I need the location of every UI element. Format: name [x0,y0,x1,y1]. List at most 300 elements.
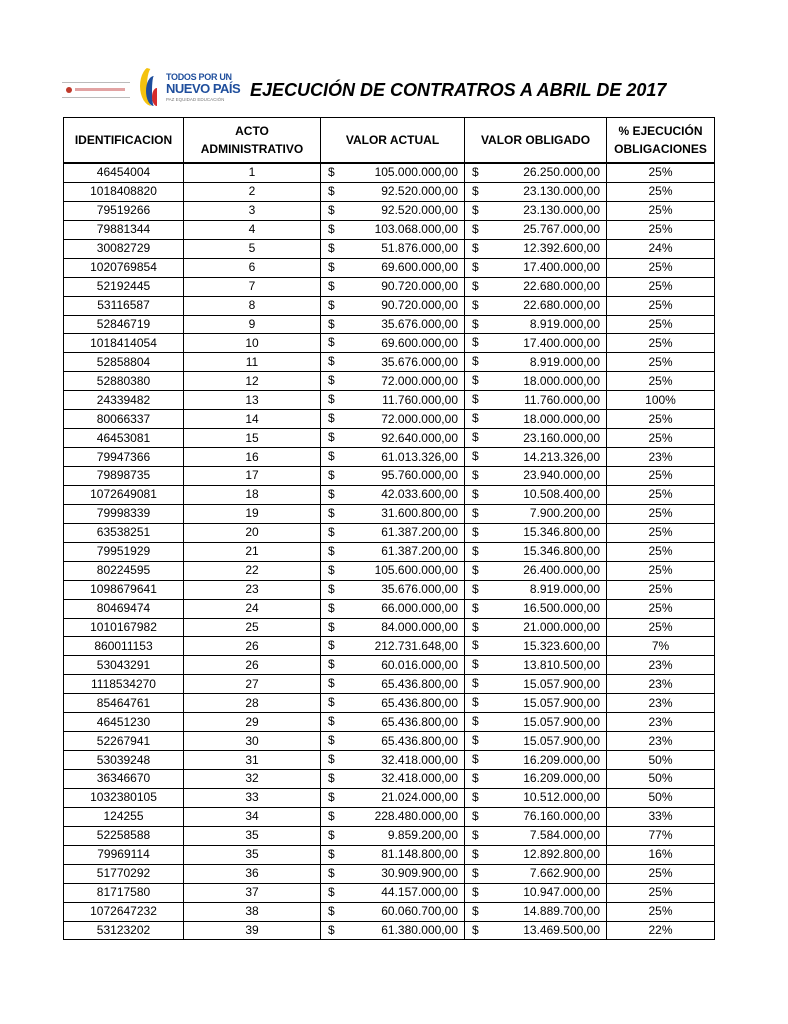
cell-valor-obligado [465,637,607,656]
valor-obligado-amount: 10.508.400,00 [523,487,600,502]
currency-symbol: $ [472,316,479,331]
cell-ejecucion: 25% [607,864,715,883]
table-row [64,504,715,523]
currency-symbol: $ [328,676,335,691]
cell-valor-actual [321,239,465,258]
currency-symbol: $ [328,619,335,634]
cell-valor-actual [321,713,465,732]
cell-acto-administrativo: 9 [184,315,321,334]
table-row [64,788,715,807]
cell-valor-obligado [465,883,607,902]
cell-valor-actual [321,826,465,845]
valor-obligado-amount: 23.130.000,00 [523,184,600,199]
currency-symbol: $ [472,903,479,918]
valor-obligado-amount: 22.680.000,00 [523,298,600,313]
currency-symbol: $ [328,771,335,785]
valor-actual-amount: 92.520.000,00 [381,203,458,218]
cell-ejecucion: 25% [607,315,715,334]
cell-ejecucion: 25% [607,618,715,637]
valor-obligado-amount: 16.209.000,00 [523,771,600,786]
currency-symbol: $ [328,714,335,729]
cell-acto-administrativo: 26 [184,656,321,675]
cell-valor-actual [321,864,465,883]
valor-actual-amount: 66.000.000,00 [381,601,458,616]
cell-valor-actual [321,163,465,182]
cell-ejecucion: 25% [607,902,715,921]
currency-symbol: $ [472,714,479,729]
cell-identificacion: 53123202 [64,921,184,940]
currency-symbol: $ [328,827,335,842]
cell-ejecucion: 25% [607,201,715,220]
valor-obligado-amount: 15.346.800,00 [523,525,600,540]
table-row [64,694,715,713]
cell-valor-actual [321,807,465,826]
cell-acto-administrativo: 25 [184,618,321,637]
valor-obligado-amount: 7.584.000,00 [529,828,600,843]
cell-ejecucion: 16% [607,845,715,864]
cell-valor-obligado [465,220,607,239]
table-row [64,296,715,315]
ministry-logo [62,82,130,98]
valor-actual-amount: 61.380.000,00 [381,922,458,937]
cell-acto-administrativo: 35 [184,845,321,864]
valor-actual-amount: 84.000.000,00 [381,619,458,634]
cell-identificacion: 79881344 [64,220,184,239]
valor-actual-amount: 61.387.200,00 [381,544,458,559]
cell-identificacion: 52267941 [64,732,184,751]
cell-valor-obligado [465,239,607,258]
valor-actual-amount: 11.760.000,00 [382,392,458,407]
header-ejecucion-obligaciones: % EJECUCIÓN OBLIGACIONES [607,118,715,164]
table-row [64,182,715,201]
cell-ejecucion: 25% [607,561,715,580]
cell-identificacion: 52858804 [64,353,184,372]
cell-acto-administrativo: 35 [184,826,321,845]
header-valor-actual: VALOR ACTUAL [321,118,465,164]
cell-acto-administrativo: 3 [184,201,321,220]
valor-actual-amount: 212.731.648,00 [374,638,458,653]
cell-valor-obligado [465,864,607,883]
valor-obligado-amount: 15.346.800,00 [523,544,600,559]
cell-valor-actual [321,656,465,675]
cell-acto-administrativo: 19 [184,504,321,523]
currency-symbol: $ [472,543,479,558]
cell-valor-obligado [465,467,607,486]
cell-ejecucion: 25% [607,410,715,429]
cell-valor-actual [321,694,465,713]
cell-acto-administrativo: 23 [184,580,321,599]
cell-valor-actual [321,296,465,315]
cell-identificacion: 79519266 [64,201,184,220]
cell-identificacion: 46454004 [64,163,184,182]
cell-acto-administrativo: 22 [184,561,321,580]
currency-symbol: $ [328,600,335,615]
valor-obligado-amount: 18.000.000,00 [523,411,600,426]
currency-symbol: $ [472,638,479,653]
cell-identificacion: 124255 [64,807,184,826]
currency-symbol: $ [472,505,479,520]
cell-ejecucion: 25% [607,182,715,201]
valor-obligado-amount: 14.889.700,00 [523,904,600,919]
cell-acto-administrativo: 28 [184,694,321,713]
currency-symbol: $ [472,619,479,634]
cell-acto-administrativo: 36 [184,864,321,883]
currency-symbol: $ [472,240,479,255]
cell-valor-actual [321,372,465,391]
table-row [64,883,715,902]
header-valor-obligado: VALOR OBLIGADO [465,118,607,164]
valor-obligado-amount: 11.760.000,00 [524,392,600,407]
table-row [64,485,715,504]
cell-valor-obligado [465,277,607,296]
currency-symbol: $ [328,505,335,520]
cell-valor-obligado [465,391,607,410]
valor-obligado-amount: 18.000.000,00 [523,373,600,388]
cell-valor-obligado [465,902,607,921]
cell-ejecucion: 25% [607,163,715,182]
valor-actual-amount: 72.000.000,00 [381,373,458,388]
valor-obligado-amount: 12.392.600,00 [523,241,600,256]
currency-symbol: $ [472,297,479,312]
table-row [64,732,715,751]
cell-ejecucion: 25% [607,429,715,448]
cell-valor-obligado [465,656,607,675]
valor-actual-amount: 105.000.000,00 [374,165,458,180]
cell-valor-obligado [465,523,607,542]
valor-actual-amount: 21.024.000,00 [381,790,458,805]
cell-ejecucion: 50% [607,788,715,807]
cell-identificacion: 46453081 [64,429,184,448]
cell-valor-obligado [465,296,607,315]
cell-ejecucion: 22% [607,921,715,940]
header-identificacion: IDENTIFICACION [64,118,184,164]
cell-valor-obligado [465,599,607,618]
valor-actual-amount: 69.600.000,00 [381,260,458,275]
cell-valor-actual [321,258,465,277]
cell-identificacion: 52192445 [64,277,184,296]
valor-actual-amount: 228.480.000,00 [374,809,458,824]
cell-ejecucion: 25% [607,599,715,618]
cell-ejecucion: 25% [607,220,715,239]
page-title: EJECUCIÓN DE CONTRATROS A ABRIL DE 2017 [250,80,667,100]
valor-actual-amount: 35.676.000,00 [381,316,458,331]
cell-ejecucion: 23% [607,694,715,713]
table-row [64,163,715,182]
cell-ejecucion: 25% [607,504,715,523]
cell-valor-actual [321,883,465,902]
table-row [64,542,715,561]
cell-ejecucion: 25% [607,334,715,353]
cell-valor-actual [321,504,465,523]
cell-valor-actual [321,182,465,201]
cell-identificacion: 85464761 [64,694,184,713]
table-row [64,334,715,353]
cell-acto-administrativo: 6 [184,258,321,277]
cell-ejecucion: 77% [607,826,715,845]
currency-symbol: $ [472,562,479,577]
cell-valor-actual [321,561,465,580]
cell-acto-administrativo: 17 [184,467,321,486]
valor-obligado-amount: 13.810.500,00 [523,657,600,672]
valor-actual-amount: 32.418.000,00 [381,752,458,767]
currency-symbol: $ [328,240,335,255]
table-row [64,201,715,220]
cell-acto-administrativo: 21 [184,542,321,561]
table-row [64,580,715,599]
cell-valor-obligado [465,353,607,372]
table-row [64,637,715,656]
cell-valor-actual [321,523,465,542]
cell-identificacion: 52258588 [64,826,184,845]
cell-identificacion: 1072647232 [64,902,184,921]
valor-obligado-amount: 7.662.900,00 [529,866,600,881]
valor-actual-amount: 90.720.000,00 [381,279,458,294]
cell-valor-actual [321,334,465,353]
cell-valor-obligado [465,182,607,201]
cell-identificacion: 1032380105 [64,788,184,807]
logo-rule-top [62,82,130,83]
table-header-row [64,118,715,164]
valor-actual-amount: 32.418.000,00 [381,771,458,786]
cell-acto-administrativo: 12 [184,372,321,391]
cell-valor-actual [321,580,465,599]
cell-valor-obligado [465,807,607,826]
valor-actual-amount: 90.720.000,00 [381,298,458,313]
table-body [64,163,715,940]
table-row [64,618,715,637]
currency-symbol: $ [472,354,479,369]
cell-ejecucion: 50% [607,770,715,789]
cell-acto-administrativo: 11 [184,353,321,372]
currency-symbol: $ [328,354,335,369]
cell-valor-obligado [465,448,607,467]
cell-ejecucion: 25% [607,485,715,504]
cell-acto-administrativo: 26 [184,637,321,656]
table-row [64,770,715,789]
table-row [64,599,715,618]
valor-obligado-amount: 23.940.000,00 [523,468,600,483]
valor-actual-amount: 105.600.000,00 [374,563,458,578]
cell-valor-obligado [465,770,607,789]
valor-obligado-amount: 16.209.000,00 [523,752,600,767]
currency-symbol: $ [472,865,479,880]
cell-valor-actual [321,542,465,561]
currency-symbol: $ [472,430,479,445]
valor-actual-amount: 72.000.000,00 [381,411,458,426]
currency-symbol: $ [472,827,479,842]
cell-acto-administrativo: 24 [184,599,321,618]
cell-acto-administrativo: 31 [184,751,321,770]
table-row [64,429,715,448]
valor-obligado-amount: 15.057.900,00 [523,714,600,729]
currency-symbol: $ [328,335,335,350]
cell-acto-administrativo: 39 [184,921,321,940]
cell-identificacion: 30082729 [64,239,184,258]
table-row [64,826,715,845]
logo-line-1: TODOS POR UN [166,72,232,82]
cell-identificacion: 1018414054 [64,334,184,353]
cell-identificacion: 860011153 [64,637,184,656]
valor-obligado-amount: 26.250.000,00 [523,165,600,180]
valor-actual-amount: 61.013.326,00 [381,449,458,464]
valor-obligado-amount: 12.892.800,00 [523,847,600,862]
cell-valor-obligado [465,788,607,807]
cell-valor-obligado [465,315,607,334]
cell-acto-administrativo: 29 [184,713,321,732]
currency-symbol: $ [328,278,335,293]
currency-symbol: $ [472,733,479,748]
cell-valor-actual [321,485,465,504]
currency-symbol: $ [328,486,335,501]
valor-obligado-amount: 76.160.000,00 [523,809,600,824]
currency-symbol: $ [472,922,479,937]
cell-identificacion: 79969114 [64,845,184,864]
valor-actual-amount: 92.520.000,00 [381,184,458,199]
cell-identificacion: 80224595 [64,561,184,580]
valor-actual-amount: 30.909.900,00 [381,866,458,881]
logo-arc-red [152,88,162,106]
cell-identificacion: 53116587 [64,296,184,315]
valor-actual-amount: 69.600.000,00 [381,335,458,350]
ministry-seal-icon [66,87,72,93]
government-logo [138,64,241,112]
table-row [64,467,715,486]
cell-ejecucion: 23% [607,448,715,467]
cell-ejecucion: 23% [607,675,715,694]
cell-valor-obligado [465,694,607,713]
currency-symbol: $ [472,373,479,388]
cell-valor-actual [321,788,465,807]
cell-valor-actual [321,277,465,296]
cell-valor-actual [321,315,465,334]
currency-symbol: $ [328,657,335,672]
table-row [64,656,715,675]
cell-acto-administrativo: 20 [184,523,321,542]
cell-identificacion: 51770292 [64,864,184,883]
cell-valor-actual [321,732,465,751]
table-row [64,353,715,372]
cell-acto-administrativo: 38 [184,902,321,921]
cell-valor-actual [321,220,465,239]
cell-ejecucion: 23% [607,656,715,675]
valor-obligado-amount: 15.057.900,00 [523,676,600,691]
header-acto-administrativo: ACTO ADMINISTRATIVO [184,118,321,164]
valor-actual-amount: 65.436.800,00 [381,695,458,710]
logo-line-2: NUEVO PAÍS [166,81,241,96]
currency-symbol: $ [328,865,335,880]
cell-valor-obligado [465,826,607,845]
cell-valor-obligado [465,429,607,448]
currency-symbol: $ [328,638,335,653]
cell-valor-obligado [465,845,607,864]
valor-obligado-amount: 17.400.000,00 [523,335,600,350]
currency-symbol: $ [472,581,479,596]
table-row [64,713,715,732]
currency-symbol: $ [328,884,335,899]
cell-identificacion: 52880380 [64,372,184,391]
currency-symbol: $ [328,183,335,198]
cell-valor-actual [321,410,465,429]
valor-obligado-amount: 10.947.000,00 [523,885,600,900]
valor-actual-amount: 9.859.200,00 [387,828,458,843]
cell-acto-administrativo: 34 [184,807,321,826]
table-row [64,751,715,770]
cell-valor-actual [321,675,465,694]
cell-valor-obligado [465,732,607,751]
valor-obligado-amount: 15.323.600,00 [523,638,600,653]
cell-identificacion: 36346670 [64,770,184,789]
table-row [64,807,715,826]
valor-actual-amount: 61.387.200,00 [381,525,458,540]
currency-symbol: $ [328,316,335,331]
cell-ejecucion: 25% [607,467,715,486]
cell-identificacion: 1010167982 [64,618,184,637]
cell-ejecucion: 7% [607,637,715,656]
cell-acto-administrativo: 5 [184,239,321,258]
currency-symbol: $ [472,392,479,407]
cell-valor-actual [321,353,465,372]
cell-ejecucion: 50% [607,751,715,770]
cell-ejecucion: 23% [607,732,715,751]
valor-obligado-amount: 15.057.900,00 [523,695,600,710]
currency-symbol: $ [328,524,335,539]
currency-symbol: $ [472,695,479,710]
cell-acto-administrativo: 33 [184,788,321,807]
valor-actual-amount: 60.060.700,00 [381,904,458,919]
cell-ejecucion: 100% [607,391,715,410]
cell-ejecucion: 25% [607,258,715,277]
table-row [64,410,715,429]
currency-symbol: $ [472,600,479,615]
table-row [64,921,715,940]
currency-symbol: $ [328,259,335,274]
cell-acto-administrativo: 30 [184,732,321,751]
cell-ejecucion: 33% [607,807,715,826]
table-row [64,523,715,542]
currency-symbol: $ [472,752,479,767]
cell-valor-actual [321,921,465,940]
currency-symbol: $ [472,657,479,672]
currency-symbol: $ [328,903,335,918]
valor-obligado-amount: 7.900.200,00 [529,506,600,521]
cell-valor-obligado [465,921,607,940]
contracts-table [63,117,715,940]
cell-acto-administrativo: 14 [184,410,321,429]
currency-symbol: $ [328,449,335,464]
valor-actual-amount: 60.016.000,00 [381,657,458,672]
currency-symbol: $ [328,221,335,236]
cell-acto-administrativo: 7 [184,277,321,296]
currency-symbol: $ [472,335,479,350]
valor-actual-amount: 35.676.000,00 [381,354,458,369]
currency-symbol: $ [328,808,335,823]
cell-valor-obligado [465,618,607,637]
cell-identificacion: 80066337 [64,410,184,429]
table-row [64,675,715,694]
table-row [64,277,715,296]
cell-valor-obligado [465,372,607,391]
valor-actual-amount: 65.436.800,00 [381,676,458,691]
valor-actual-amount: 44.157.000,00 [381,885,458,900]
valor-obligado-amount: 15.057.900,00 [523,733,600,748]
cell-ejecucion: 24% [607,239,715,258]
valor-actual-amount: 31.600.800,00 [381,506,458,521]
currency-symbol: $ [328,297,335,312]
cell-identificacion: 81717580 [64,883,184,902]
table-row [64,315,715,334]
cell-valor-obligado [465,675,607,694]
cell-identificacion: 53039248 [64,751,184,770]
